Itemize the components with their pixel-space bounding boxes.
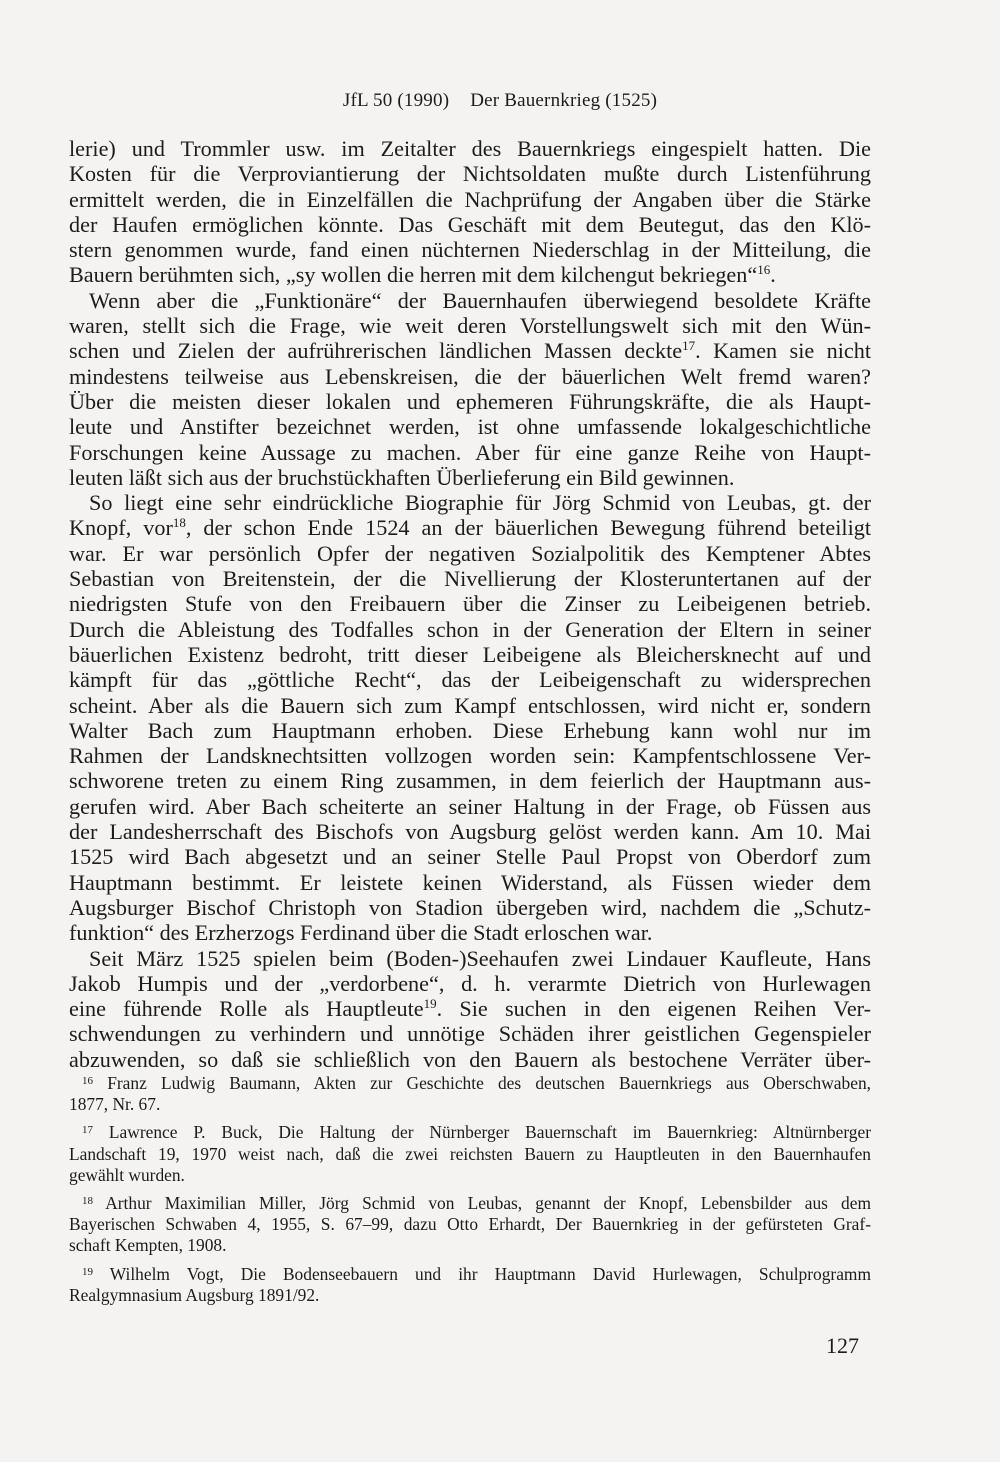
text-segment: , der schon Ende 1524 an der bäuerlichen Bewegung führend beteiligt (185, 515, 871, 541)
footnote-number: 17 (82, 1124, 93, 1137)
journal-reference: JfL 50 (1990) (342, 90, 450, 111)
text-segment: . Kamen sie nicht (695, 338, 871, 364)
text-line (69, 996, 871, 1021)
text-line (69, 262, 871, 287)
text-line: So liegt eine sehr eindrückliche Biographie für Jörg Schmid von Leubas, gt. der (89, 490, 871, 516)
text-line: gerufen wird. Aber Bach scheiterte an seiner Haltung in der Frage, ob Füssen aus (69, 793, 871, 819)
text-segment: schen und Zielen der aufrührerischen ländlichen Massen deckte (69, 338, 683, 364)
footnote-line: Landschaft 19, 1970 weist nach, daß die zwei reichsten Bauern zu Hauptleuten in den Bauernhaufen (69, 1143, 871, 1164)
text-line: Rahmen der Landsknechtsitten vollzogen worden sein: Kampfentschlossene Ver- (69, 743, 871, 769)
text-line: der Haufen ermöglichen könnte. Das Geschäft mit dem Beutegut, das den Klö- (69, 211, 871, 237)
text-line: Seit März 1525 spielen beim (Boden-)Seehaufen zwei Lindauer Kaufleute, Hans (89, 945, 871, 971)
text-line: leute und Anstifter bezeichnet werden, ist ohne umfassende lokalgeschichtliche (69, 414, 871, 440)
text-line: Über die meisten dieser lokalen und ephemeren Führungskräfte, die als Haupt- (69, 388, 871, 414)
footnote-19 (69, 1263, 871, 1306)
text-line: bäuerlichen Existenz bedroht, tritt dieser Leibeigene als Bleichersknecht auf und (69, 641, 871, 667)
text-line: Wenn aber die „Funktionäre“ der Bauernhaufen überwiegend besoldete Kräfte (89, 287, 871, 313)
text-line: kämpft für das „göttliche Recht“, das der Leibeigenschaft zu widersprechen (69, 667, 871, 693)
footnote-ref: 19 (423, 996, 437, 1012)
running-head (0, 90, 1000, 112)
footnote-line: Bayerischen Schwaben 4, 1955, S. 67–99, dazu Otto Erhardt, Der Bauernkrieg in der gefürsteten Graf- (69, 1214, 871, 1235)
text-line (69, 338, 871, 363)
text-line: Walter Bach zum Hauptmann erhoben. Diese Erhebung kann wohl nur im (69, 717, 871, 743)
text-line: Kosten für die Verproviantierung der Nichtsoldaten mußte durch Listenführung (69, 161, 871, 187)
text-line (69, 515, 871, 540)
footnote-18 (69, 1192, 871, 1257)
footnote-line (82, 1122, 871, 1143)
article-title: Der Bauernkrieg (1525) (470, 90, 658, 111)
footnote-line (82, 1193, 871, 1214)
text-line: Sebastian von Breitenstein, der die Nivellierung der Klosteruntertanen auf der (69, 566, 871, 592)
footnote-line: schaft Kempten, 1908. (69, 1235, 227, 1256)
footnote-number: 16 (82, 1075, 93, 1087)
footnote-ref: 17 (682, 338, 696, 354)
text-line: Durch die Ableistung des Todfalles schon in der Generation der Eltern in seiner (69, 616, 871, 642)
footnote-ref: 16 (757, 262, 771, 278)
text-line: Hauptmann bestimmt. Er leistete keinen Widerstand, als Füssen wieder dem (69, 869, 871, 895)
footnote-ref: 18 (172, 515, 186, 531)
text-line: der Landesherrschaft des Bischofs von Augsburg gelöst werden kann. Am 10. Mai (69, 819, 871, 845)
text-line: 1525 wird Bach abgesetzt und an seiner Stelle Paul Propst von Oberdorf zum (69, 844, 871, 870)
text-line: stern genommen wurde, fand einen nüchternen Niederschlag in der Mitteilung, die (69, 237, 871, 263)
text-line: scheint. Aber als die Bauern sich zum Kampf entschlossen, wird nicht er, sondern (69, 692, 871, 718)
footnote-17 (69, 1122, 871, 1186)
text-line: niedrigsten Stufe von den Freibauern über die Zinser zu Leibeigenen betrieb. (69, 591, 871, 617)
footnote-line (82, 1073, 871, 1094)
text-segment: Lawrence P. Buck, Die Haltung der Nürnberger Bauernschaft im Bauernkrieg: Altnürnberger (108, 1122, 871, 1143)
text-line: Jakob Humpis und der „verdorbene“, d. h. verarmte Dietrich von Hurlewagen (69, 970, 871, 996)
text-line: mindestens teilweise aus Lebenskreisen, die der bäuerlichen Welt fremd waren? (69, 363, 871, 389)
footnote-number: 18 (82, 1194, 93, 1207)
text-line: war. Er war persönlich Opfer der negativen Sozialpolitik des Kemptener Abtes (69, 540, 871, 566)
text-line: lerie) und Trommler usw. im Zeitalter des Bauernkriegs eingespielt hatten. Die (69, 136, 871, 161)
text-line: funktion“ des Erzherzogs Ferdinand über die Stadt erloschen war. (69, 920, 653, 946)
text-segment: . (770, 262, 776, 288)
footnote-line: gewählt wurden. (69, 1164, 185, 1185)
text-segment: eine führende Rolle als Hauptleute (69, 996, 424, 1022)
text-line: Forschungen keine Aussage zu machen. Aber für eine ganze Reihe von Haupt- (69, 439, 871, 465)
text-line: Augsburger Bischof Christoph von Stadion übergeben wird, nachdem die „Schutz- (69, 894, 871, 920)
text-segment: Franz Ludwig Baumann, Akten zur Geschichte des deutschen Bauernkriegs aus Oberschwaben, (107, 1073, 871, 1093)
text-segment: Knopf, vor (69, 515, 173, 541)
text-line: schwendungen zu verhindern und unnötige Schäden ihrer geistlichen Gegenspieler (69, 1021, 871, 1047)
text-segment: . Sie suchen in den eigenen Reihen Ver- (436, 996, 872, 1022)
text-line: leuten läßt sich aus der bruchstückhaften Überlieferung ein Bild gewinnen. (69, 464, 735, 490)
footnote-line: 1877, Nr. 67. (69, 1094, 161, 1115)
body-text (69, 136, 871, 1072)
text-line: abzuwenden, so daß sie schließlich von den Bauern als bestochene Verräter über- (69, 1046, 871, 1072)
text-segment: Bauern berühmten sich, „sy wollen die herren mit dem kilchengut bekriegen“ (69, 262, 758, 288)
footnote-number: 19 (82, 1265, 93, 1278)
footnote-line: Realgymnasium Augsburg 1891/92. (69, 1284, 320, 1305)
text-line: ermittelt werden, die in Einzelfällen die Nachprüfung der Angaben über die Stärke (69, 186, 871, 212)
footnotes (69, 1073, 871, 1306)
footnote-line (82, 1264, 871, 1285)
footnote-16 (69, 1073, 871, 1115)
text-line: schworene treten zu einem Ring zusammen, in dem feierlich der Hauptmann aus- (69, 768, 871, 794)
text-segment: Wilhelm Vogt, Die Bodenseebauern und ihr Hauptmann David Hurlewagen, Schulprogramm (109, 1263, 871, 1284)
page-number: 127 (826, 1333, 859, 1358)
text-line: waren, stellt sich die Frage, wie weit deren Vorstellungswelt sich mit den Wün- (69, 313, 871, 339)
text-segment: Arthur Maximilian Miller, Jörg Schmid von Leubas, genannt der Knopf, Lebensbilder aus dem (105, 1192, 871, 1213)
